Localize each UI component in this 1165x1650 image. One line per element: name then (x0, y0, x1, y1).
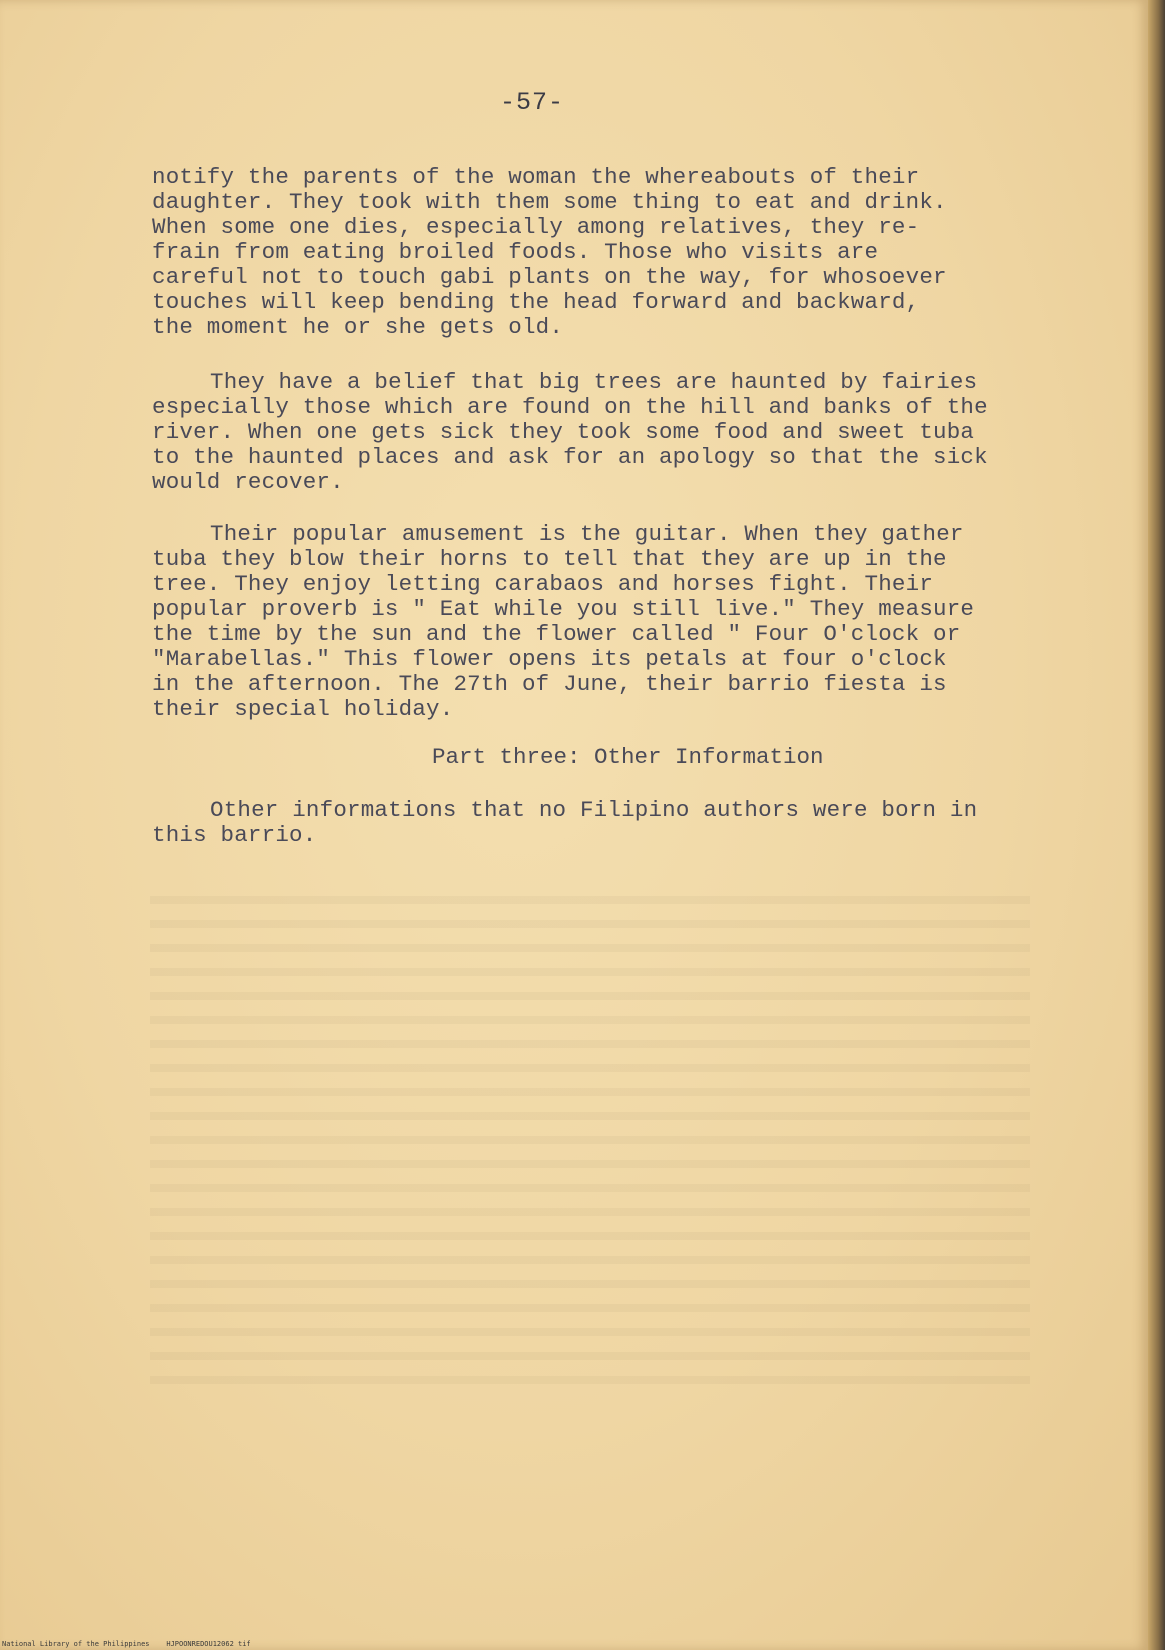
text-line: to the haunted places and ask for an apology so that the sick (152, 444, 988, 470)
text-line: river. When one gets sick they took some food and sweet tuba (152, 419, 975, 445)
text-line: would recover. (152, 469, 344, 495)
paragraph-other-information (152, 798, 1082, 848)
text-line: tuba they blow their horns to tell that they are up in the (152, 546, 947, 572)
text-line: especially those which are found on the hill and banks of the (152, 394, 988, 420)
text-line: the time by the sun and the flower called " Four O'clock or (152, 621, 961, 647)
text-line: When some one dies, especially among relatives, they re- (152, 214, 920, 240)
text-line: tree. They enjoy letting carabaos and horses fight. Their (152, 571, 934, 597)
text-line: touches will keep bending the head forward and backward, (152, 289, 920, 315)
text-line: frain from eating broiled foods. Those who visits are (152, 239, 879, 265)
show-through-texture (150, 880, 1030, 1400)
scan-footer: National Library of the Philippines HJPOONREDOU12062 tif (2, 1640, 251, 1648)
text-line: Other informations that no Filipino authors were born in (210, 797, 978, 823)
text-line: They have a belief that big trees are haunted by fairies (210, 369, 978, 395)
text-line: popular proverb is " Eat while you still live." They measure (152, 596, 975, 622)
text-line: careful not to touch gabi plants on the way, for whosoever (152, 264, 947, 290)
paragraph-beliefs (152, 370, 1082, 495)
paragraph-customs (152, 165, 1082, 340)
text-line: the moment he or she gets old. (152, 314, 564, 340)
text-line: in the afternoon. The 27th of June, their barrio fiesta is (152, 671, 947, 697)
text-line: their special holiday. (152, 696, 454, 722)
text-line: this barrio. (152, 822, 317, 848)
text-line: Their popular amusement is the guitar. When they gather (210, 521, 964, 547)
paragraph-amusements (152, 522, 1082, 722)
page-number: -57- (500, 88, 565, 117)
text-line: notify the parents of the woman the whereabouts of their (152, 164, 920, 190)
page-edge (1148, 0, 1165, 1650)
text-line: daughter. They took with them some thing to eat and drink. (152, 189, 947, 215)
section-heading: Part three: Other Information (432, 744, 824, 770)
text-line: "Marabellas." This flower opens its petals at four o'clock (152, 646, 947, 672)
